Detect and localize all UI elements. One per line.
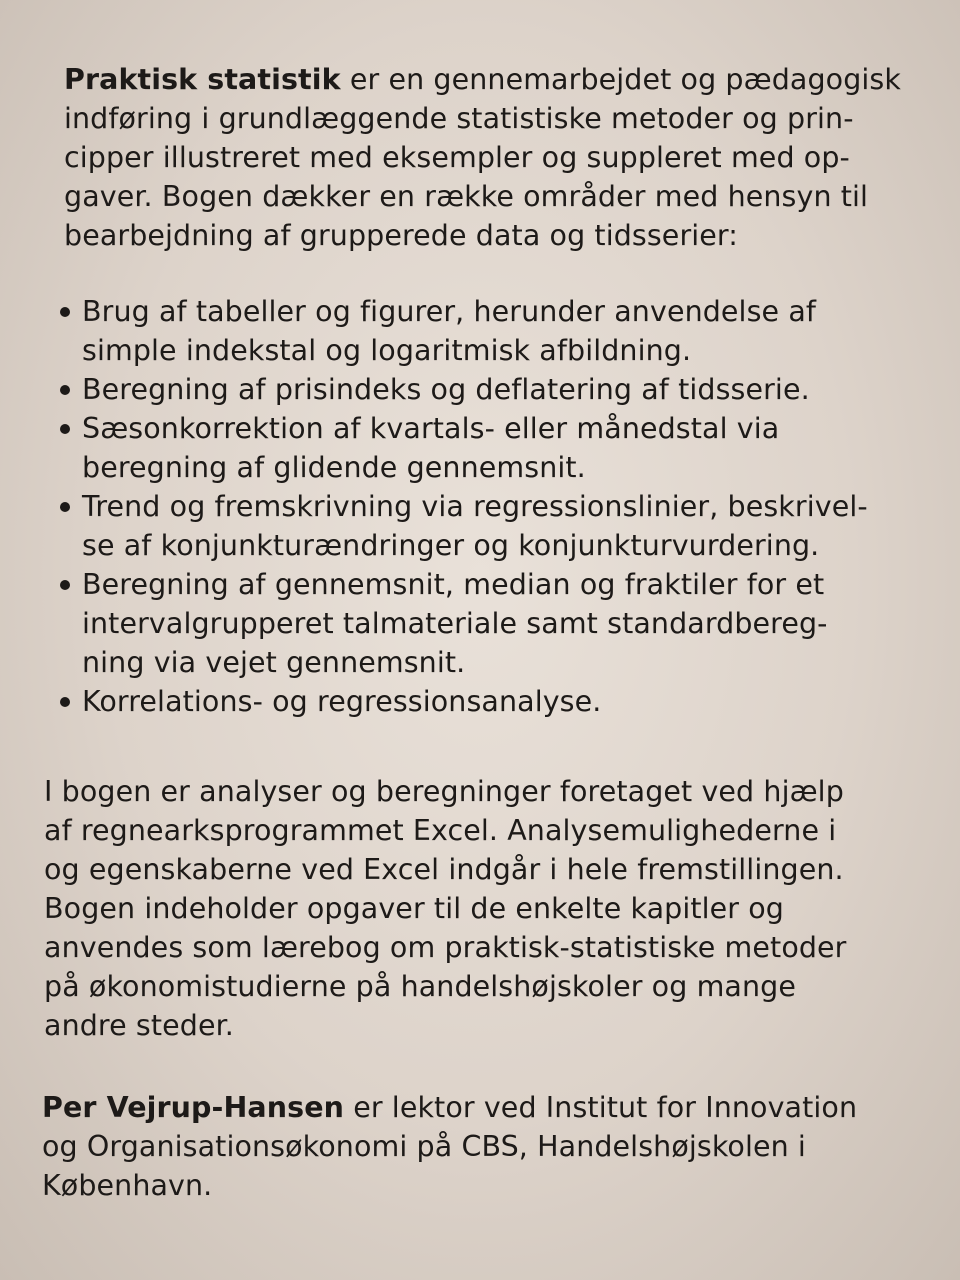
excel-line: anvendes som lærebog om praktisk-statistiske metoder xyxy=(44,931,847,964)
list-item-line: Sæsonkorrektion af kvartals- eller månedstal via xyxy=(82,412,780,445)
list-item xyxy=(58,292,908,370)
list-item-line: se af konjunkturændringer og konjunkturvurdering. xyxy=(82,529,820,562)
list-item-line: simple indekstal og logaritmisk afbildning. xyxy=(82,334,692,367)
intro-line-1-rest: er en gennemarbejdet og pædagogisk xyxy=(340,63,901,96)
intro-line-3: cipper illustreret med eksempler og suppleret med op- xyxy=(64,141,850,174)
author-line-2: og Organisationsøkonomi på CBS, Handelshøjskolen i xyxy=(42,1130,806,1163)
excel-line: på økonomistudierne på handelshøjskoler og mange xyxy=(44,970,796,1003)
list-item xyxy=(58,682,908,721)
intro-line-2: indføring i grundlæggende statistiske metoder og prin- xyxy=(64,102,854,135)
list-item-line: Beregning af prisindeks og deflatering af tidsserie. xyxy=(82,373,810,406)
list-item-line: Beregning af gennemsnit, median og fraktiler for et xyxy=(82,568,825,601)
list-item-line: Brug af tabeller og figurer, herunder anvendelse af xyxy=(82,295,817,328)
list-item xyxy=(58,409,908,487)
topic-list xyxy=(58,292,908,721)
intro-line-5: bearbejdning af grupperede data og tidsserier: xyxy=(64,219,738,252)
author-line-1 xyxy=(42,1088,892,1127)
list-item-line: beregning af glidende gennemsnit. xyxy=(82,451,586,484)
excel-paragraph xyxy=(44,772,894,1045)
list-item xyxy=(58,487,908,565)
excel-line: Bogen indeholder opgaver til de enkelte kapitler og xyxy=(44,892,784,925)
excel-line: og egenskaberne ved Excel indgår i hele fremstillingen. xyxy=(44,853,844,886)
author-bio xyxy=(42,1088,892,1205)
author-name: Per Vejrup-Hansen xyxy=(42,1091,345,1124)
list-item-line: ning via vejet gennemsnit. xyxy=(82,646,466,679)
list-item xyxy=(58,565,908,682)
excel-line: andre steder. xyxy=(44,1009,234,1042)
list-item-line: intervalgrupperet talmateriale samt standardbereg- xyxy=(82,607,828,640)
excel-line: I bogen er analyser og beregninger foretaget ved hjælp xyxy=(44,775,844,808)
excel-line: af regnearksprogrammet Excel. Analysemulighederne i xyxy=(44,814,837,847)
intro-line-1 xyxy=(64,60,914,99)
list-item-line: Trend og fremskrivning via regressionslinier, beskrivel- xyxy=(82,490,868,523)
intro-line-4: gaver. Bogen dækker en række områder med hensyn til xyxy=(64,180,869,213)
author-line-1-rest: er lektor ved Institut for Innovation xyxy=(344,1091,858,1124)
list-item xyxy=(58,370,908,409)
book-title: Praktisk statistik xyxy=(64,63,341,96)
intro-paragraph xyxy=(64,60,914,255)
author-line-3: København. xyxy=(42,1169,213,1202)
list-item-line: Korrelations- og regressionsanalyse. xyxy=(82,685,602,718)
